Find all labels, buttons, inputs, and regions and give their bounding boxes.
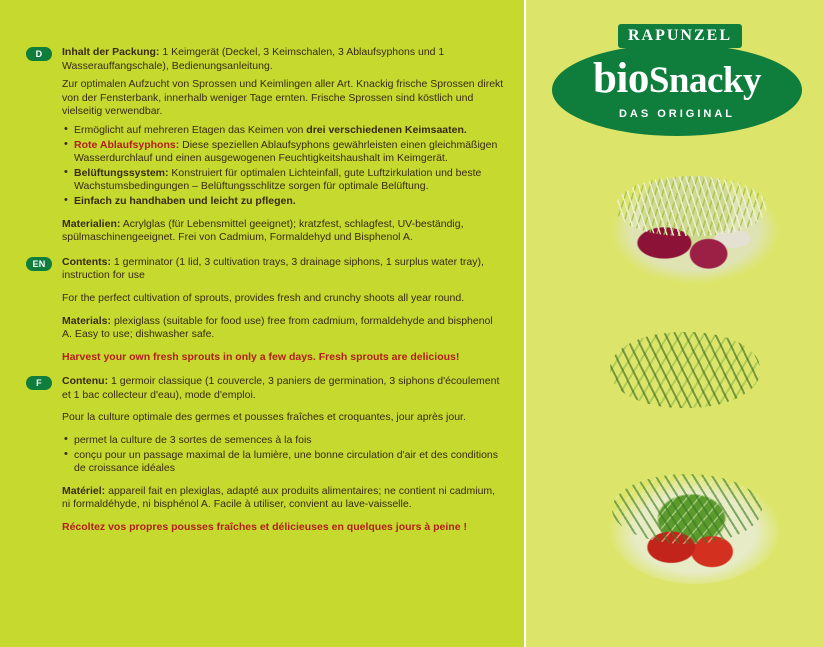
- language-body-fr: [62, 375, 504, 534]
- panel-divider: [524, 0, 526, 647]
- photo-leaves-overlay: [610, 332, 760, 408]
- de-bullet3-text: Konstruiert für optimalen Lichteinfall, gute Luftzirkulation und beste Wachstumsbedingungen – Belüftungsschlitze sorgen für optimale Belüftung.: [74, 166, 482, 193]
- biosnacky-part-bio: bio: [592, 55, 649, 102]
- tomato-rocket-salad-photo: [600, 470, 790, 590]
- en-materials-text: plexiglass (suitable for food use) free from cadmium, formaldehyde and bisphenol A. Easy to use; dishwasher safe.: [62, 314, 493, 341]
- language-body-en: [62, 256, 504, 365]
- biosnacky-part-snacky: Snacky: [648, 60, 762, 101]
- de-materials-paragraph: [62, 218, 504, 245]
- salad-with-croutons-photo: [600, 320, 790, 440]
- fr-contents-label: Contenu:: [62, 375, 109, 388]
- de-bullet2-label: Rote Ablaufsyphons:: [74, 138, 180, 151]
- de-bullet4-strong: Einfach zu handhaben und leicht zu pflegen.: [74, 194, 296, 207]
- logo-tagline: DAS ORIGINAL: [618, 108, 736, 120]
- language-badge-de: D: [26, 47, 52, 61]
- multilingual-content: [26, 46, 504, 546]
- language-body-de: [62, 46, 504, 245]
- list-item: [62, 139, 504, 166]
- rapunzel-wordmark: RAPUNZEL: [618, 24, 742, 48]
- sprouts-on-beetroot-photo: [600, 170, 790, 290]
- language-block-en: [26, 256, 504, 365]
- de-materials-label: Materialien:: [62, 217, 121, 230]
- fr-highlight-text: Récoltez vos propres pousses fraîches et délicieuses en quelques jours à peine !: [62, 521, 467, 534]
- list-item: • permet la culture de 3 sortes de semences à la fois: [62, 434, 504, 448]
- de-bullet1-pre: Ermöglicht auf mehreren Etagen das Keimen von: [74, 123, 307, 136]
- en-intro-paragraph: For the perfect cultivation of sprouts, provides fresh and crunchy shoots all year round.: [62, 291, 465, 304]
- photo-sprouts-overlay: [616, 176, 766, 236]
- fr-feature-list: [62, 434, 504, 476]
- brand-logo: [552, 18, 802, 142]
- biosnacky-wordmark: [552, 54, 802, 103]
- list-item: [62, 195, 504, 209]
- de-materials-text: Acrylglas (für Lebensmittel geeignet); kratzfest, schlagfest, UV-beständig, spülmaschinengeeignet. Frei von Cadmium, Formaldehyd und Bisphenol A.: [62, 217, 464, 244]
- en-materials-label: Materials:: [62, 314, 112, 327]
- de-contents-text: 1 Keimgerät (Deckel, 3 Keimschalen, 3 Ablaufsyphons und 1 Wasserauffangschale), Bedienungsanleitung.: [62, 46, 445, 72]
- en-contents-text: 1 germinator (1 lid, 3 cultivation trays, 3 drainage siphons, 1 surplus water tray), instruction for use: [62, 255, 484, 282]
- language-badge-fr: F: [26, 376, 52, 390]
- photo-rocket-overlay: [612, 474, 762, 544]
- list-item: • conçu pour un passage maximal de la lumière, une bonne circulation d'air et des conditions de croissance idéales: [62, 449, 504, 476]
- fr-contents-text: 1 germoir classique (1 couvercle, 3 paniers de germination, 3 siphons d'écoulement et 1 bac collecteur d'eau), mode d'emploi.: [62, 375, 500, 401]
- de-bullet2-text: Diese speziellen Ablaufsyphons gewährleisten einen gleichmäßigen Wasserdurchlauf und einen ausgewogenen Feuchtigkeitshaushalt im Keimgerät.: [74, 138, 498, 165]
- fr-highlight: [62, 521, 504, 535]
- de-bullet3-label: Belüftungssystem:: [74, 166, 169, 179]
- list-item: [62, 124, 504, 138]
- list-item: [62, 167, 504, 194]
- en-materials-paragraph: [62, 315, 504, 342]
- en-contents-label: Contents:: [62, 255, 111, 268]
- fr-materials-paragraph: [62, 485, 504, 512]
- en-highlight-text: Harvest your own fresh sprouts in only a few days. Fresh sprouts are delicious!: [62, 350, 460, 363]
- language-block-de: [26, 46, 504, 245]
- de-bullet1-strong: drei verschiedenen Keimsaaten.: [306, 123, 467, 136]
- de-contents-paragraph: [62, 46, 504, 73]
- de-contents-label: Inhalt der Packung:: [62, 46, 160, 58]
- fr-materials-label: Matériel:: [62, 484, 106, 497]
- language-badge-en: EN: [26, 257, 52, 271]
- fr-contents-paragraph: [62, 375, 504, 402]
- fr-intro-paragraph: Pour la culture optimale des germes et pousses fraîches et croquantes, jour après jour.: [62, 411, 466, 424]
- language-block-fr: [26, 375, 504, 534]
- en-contents-paragraph: [62, 256, 504, 283]
- fr-materials-text: appareil fait en plexiglas, adapté aux produits alimentaires; ne contient ni cadmium, ni formaldéhyde, ni bisphénol A. Facile à utiliser, convient au lave-vaisselle.: [62, 484, 496, 511]
- en-highlight: [62, 351, 504, 365]
- de-intro-paragraph: Zur optimalen Aufzucht von Sprossen und Keimlingen aller Art. Knackig frische Sprossen direkt von der Fensterbank, innerhalb weniger Tage ernten. Frische Sprossen sind köstlich und vielseitig verwendbar.: [62, 78, 504, 118]
- de-feature-list: [62, 124, 504, 209]
